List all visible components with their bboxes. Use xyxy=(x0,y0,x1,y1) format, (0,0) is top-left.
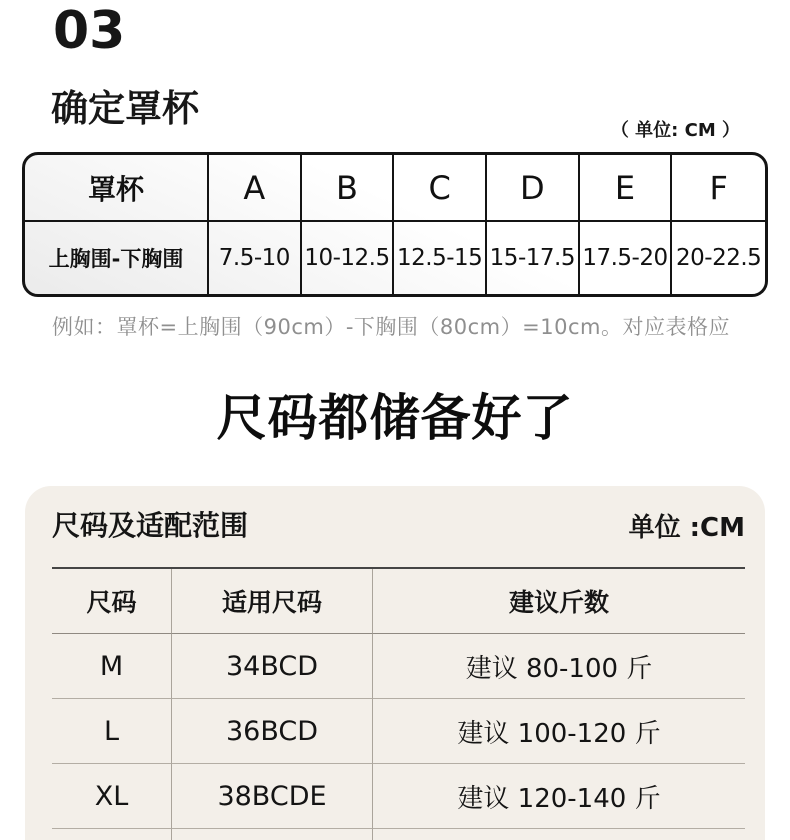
weight-cell-m: 建议 80-100 斤 xyxy=(373,634,745,699)
cup-column-header-d: D xyxy=(487,155,580,222)
headline: 尺码都储备好了 xyxy=(216,389,574,447)
partial-row-cell xyxy=(52,829,172,840)
section-title: 确定罩杯 xyxy=(51,87,199,130)
example-note: 例如：罩杯=上胸围（90cm）-下胸围（80cm）=10cm。对应表格应 xyxy=(52,315,730,339)
size-cell-xl: XL xyxy=(52,764,172,829)
cup-column-header-c: C xyxy=(394,155,487,222)
cup-column-header-a: A xyxy=(209,155,302,222)
cup-size-table xyxy=(22,152,768,297)
measure-range-b: 10-12.5 xyxy=(302,222,395,294)
size-card-title: 尺码及适配范围 xyxy=(52,509,249,542)
size-cell-m: M xyxy=(52,634,172,699)
cup-column-header-e: E xyxy=(580,155,673,222)
partial-row-cell xyxy=(373,829,745,840)
fit-cell-l: 36BCD xyxy=(172,699,373,764)
cup-table-unit-label: （ 单位: CM ） xyxy=(610,120,740,141)
cup-table-corner-header: 罩杯 xyxy=(25,155,209,222)
measure-range-c: 12.5-15 xyxy=(394,222,487,294)
size-table-header-weight: 建议斤数 xyxy=(373,569,745,634)
weight-cell-xl: 建议 120-140 斤 xyxy=(373,764,745,829)
size-range-card xyxy=(25,486,765,840)
size-card-unit-label: 单位 :CM xyxy=(628,513,745,543)
weight-cell-l: 建议 100-120 斤 xyxy=(373,699,745,764)
measure-range-d: 15-17.5 xyxy=(487,222,580,294)
size-table-header-fit: 适用尺码 xyxy=(172,569,373,634)
fit-cell-m: 34BCD xyxy=(172,634,373,699)
measure-range-e: 17.5-20 xyxy=(580,222,673,294)
measure-row-label: 上胸围-下胸围 xyxy=(25,222,209,294)
partial-row-cell xyxy=(172,829,373,840)
fit-cell-xl: 38BCDE xyxy=(172,764,373,829)
size-table xyxy=(52,567,745,840)
measure-range-f: 20-22.5 xyxy=(676,245,762,271)
size-cell-l: L xyxy=(52,699,172,764)
cup-column-header-b: B xyxy=(302,155,395,222)
size-table-header-size: 尺码 xyxy=(52,569,172,634)
section-number: 03 xyxy=(53,1,126,61)
measure-range-a: 7.5-10 xyxy=(209,222,302,294)
cup-column-header-f: F xyxy=(672,155,765,222)
